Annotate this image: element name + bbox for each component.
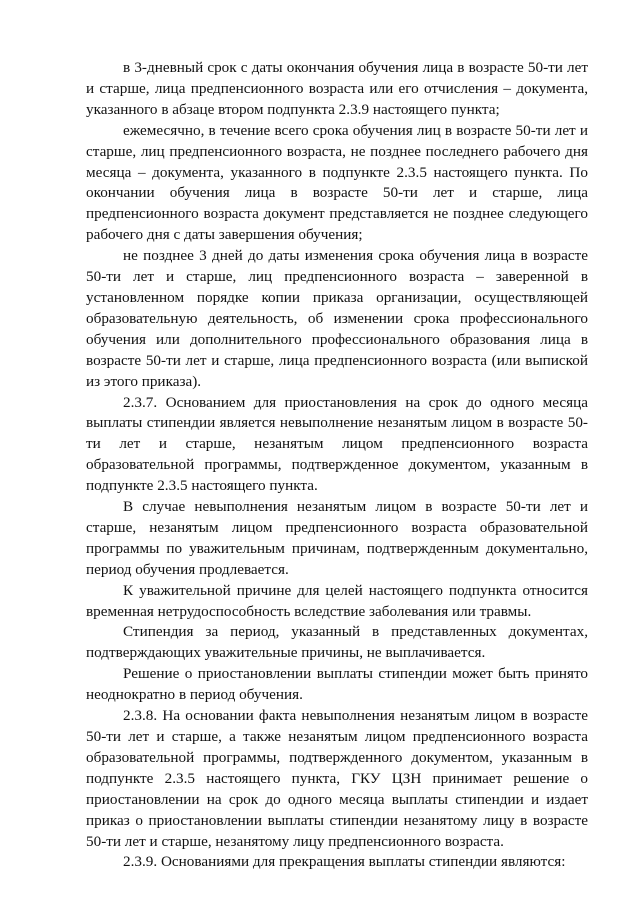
- paragraph: К уважительной причине для целей настоящего подпункта относится временная нетрудоспособность вследствие заболевания или травмы.: [86, 581, 588, 620]
- paragraph: не позднее 3 дней до даты изменения срока обучения лица в возрасте 50-ти лет и старше, лиц предпенсионного возраста – заверенной в установленном порядке копии приказа организации, осуществляющей образовательную деятельность, об изменении срока профессионального обучения или дополнительного профессионального образования лица в возрасте 50-ти лет и старше, лица предпенсионного возраста (или выпиской из этого приказа).: [86, 247, 588, 390]
- paragraph: 2.3.9. Основаниями для прекращения выплаты стипендии являются:: [123, 853, 566, 871]
- paragraph: В случае невыполнения незанятым лицом в возрасте 50-ти лет и старше, незанятым лицом предпенсионного возраста образовательной программы по уважительным причинам, подтвержденным документально, период обучения продлевается.: [86, 498, 588, 578]
- paragraph: в 3-дневный срок с даты окончания обучения лица в возрасте 50-ти лет и старше, лица предпенсионного возраста или его отчисления – документа, указанного в абзаце втором подпункта 2.3.9 настоящего пункта;: [86, 59, 588, 118]
- paragraph: Стипендия за период, указанный в представленных документах, подтверждающих уважительные причины, не выплачивается.: [86, 623, 588, 662]
- paragraph: ежемесячно, в течение всего срока обучения лиц в возрасте 50-ти лет и старше, лиц предпенсионного возраста, не позднее последнего рабочего дня месяца – документа, указанного в подпункте 2.3.5 настоящего пункта. По окончании обучения лица в возрасте 50-ти лет и старше, лица предпенсионного возраста документ представляется не позднее следующего рабочего дня с даты завершения обучения;: [86, 121, 588, 244]
- paragraph: 2.3.7. Основанием для приостановления на срок до одного месяца выплаты стипендии является невыполнение незанятым лицом в возрасте 50-ти лет и старше, незанятым лицом предпенсионного возраста образовательной программы, подтвержденное документом, указанным в подпункте 2.3.5 настоящего пункта.: [86, 393, 588, 495]
- paragraph: Решение о приостановлении выплаты стипендии может быть принято неоднократно в период обучения.: [86, 665, 588, 704]
- document-body: [86, 58, 588, 873]
- paragraph: 2.3.8. На основании факта невыполнения незанятым лицом в возрасте 50-ти лет и старше, а также незанятым лицом предпенсионного возраста образовательной программы, подтвержденного документом, указанным в подпункте 2.3.5 настоящего пункта, ГКУ ЦЗН принимает решение о приостановлении на срок до одного месяца выплаты стипендии и издает приказ о приостановлении выплаты стипендии незанятому лицу в возрасте 50-ти лет и старше, незанятому лицу предпенсионного возраста.: [86, 707, 588, 850]
